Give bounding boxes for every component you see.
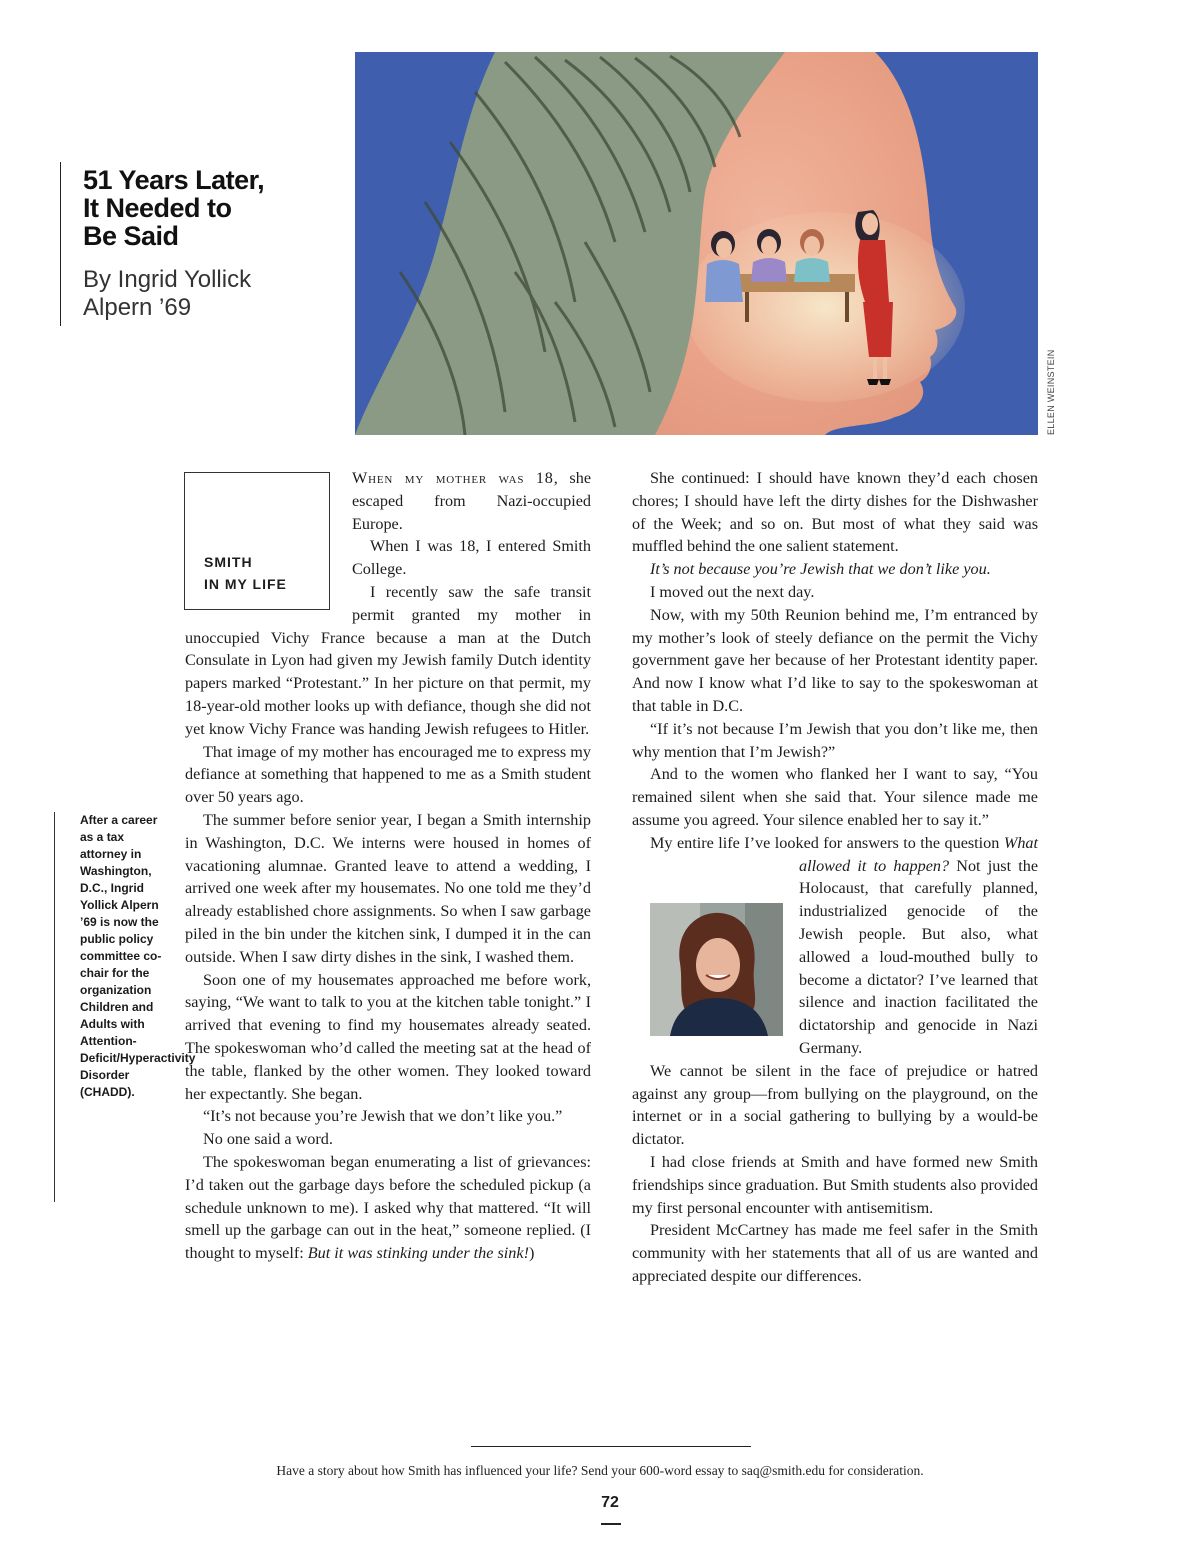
body-paragraph: “If it’s not because I’m Jewish that you don’t like me, then why mention that I’m Jewish?” [632, 719, 1038, 761]
question-italic: What allowed it to happen? [799, 833, 1039, 875]
question-paragraph [632, 832, 1038, 1060]
italic-statement: It’s not because you’re Jewish that we don’t like you. [650, 560, 991, 579]
author-bio-text: After a career as a tax attorney in Washington, D.C., Ingrid Yollick Alpern ’69 is now the public policy committee co-chair for the organization Children and Adults with Attention-Deficit/Hyperactivity Disorder (CHADD). [80, 813, 196, 1099]
author-bio [54, 812, 196, 1202]
lead-in: When my mother was 18, [352, 469, 559, 487]
article-headline: 51 Years Later, It Needed to Be Said [83, 165, 265, 251]
closing-paren: ) [528, 1244, 535, 1263]
body-paragraph: Soon one of my housemates approached me before work, saying, “We want to talk to you at the kitchen table tonight.” I arrived that evening to find my housemates already seated. The spokeswoman who’d called the meeting sat at the head of the table, flanked by the other women. They looked toward her expectantly. She began. [185, 970, 591, 1103]
body-paragraph: “It’s not because you’re Jewish that we don’t like you.” [203, 1107, 563, 1126]
body-paragraph: When I was 18, I entered Smith College. [352, 537, 591, 579]
column-label: SMITH IN MY LIFE [204, 554, 287, 592]
footer-divider [471, 1446, 751, 1447]
submission-note: Have a story about how Smith has influenced your life? Send your 600-word essay to saq@smith.edu for consideration. [276, 1463, 924, 1478]
author-photo [650, 903, 783, 1036]
column-label-spacer [185, 467, 352, 623]
body-paragraph: I had close friends at Smith and have formed new Smith friendships since graduation. But Smith students also provided my first personal encounter with antisemitism. [632, 1152, 1038, 1217]
lead-rest: she escaped from Nazi-occupied Europe. [352, 469, 591, 533]
question-rest: Not just the Holocaust, that carefully planned, industrialized genocide of the Jewish people. But also, what allowed a loud-mouthed bully to become a dictator? I’ve learned that silence and inaction facilitated the dictatorship and genocide in Nazi Germany. [799, 856, 1039, 1057]
body-paragraph: That image of my mother has encouraged me to express my defiance at something that happened to me as a Smith student over 50 years ago. [185, 742, 591, 807]
headline-block [60, 162, 321, 326]
italic-statement-paragraph [632, 558, 1038, 581]
article-column-2 [632, 467, 1038, 1288]
body-paragraph: President McCartney has made me feel safer in the Smith community with her statements that all of us are wanted and appreciated despite our differences. [632, 1221, 1038, 1285]
body-paragraph: And to the women who flanked her I want to say, “You remained silent when she said that. Your silence made me assume you agreed. Your silence enabled her to say it.” [632, 765, 1038, 829]
page-number: 72 [601, 1494, 619, 1511]
body-paragraph: I moved out the next day. [650, 582, 815, 601]
body-paragraph-ending [185, 1151, 591, 1265]
article-illustration [355, 52, 1038, 435]
body-paragraph: No one said a word. [203, 1130, 333, 1149]
body-paragraph: Now, with my 50th Reunion behind me, I’m entranced by my mother’s look of steely defiance on the permit the Vichy government gave her because of her Protestant identity paper. And now I know what I’d like to say to the spokeswoman at that table in D.C. [632, 605, 1038, 715]
article-byline: By Ingrid Yollick Alpern ’69 [83, 266, 252, 321]
article-column-1 [185, 467, 591, 1265]
body-paragraph: The summer before senior year, I began a Smith internship in Washington, D.C. We interns were housed in homes of vacationing alumnae. Granted leave to attend a wedding, I arrived one week after my housemates. No one told me they’d already established chore assignments. So when I saw garbage piled in the bin under the kitchen sink, I dumped it in the can outside. When I saw dirty dishes in the sink, I washed them. [185, 810, 591, 966]
body-paragraph-text: The spokeswoman began enumerating a list of grievances: I’d taken out the garbage days before the scheduled pickup (a schedule unknown to me). I asked why that mattered. “It will smell up the garbage can out in the heat,” someone replied. (I thought to myself: [185, 1152, 591, 1263]
illustration-credit: ELLEN WEINSTEIN [1046, 349, 1056, 435]
body-paragraph: We cannot be silent in the face of prejudice or hatred against any group—from bullying on the playground, on the internet or in a social gathering to bullying by a would-be dictator. [632, 1061, 1038, 1149]
italic-thought: But it was stinking under the sink! [307, 1244, 529, 1263]
question-intro: My entire life I’ve looked for answers to the question [650, 833, 1000, 852]
body-paragraph: I recently saw the safe transit permit granted my mother in unoccupied Vichy France because a man at the Dutch Consulate in Lyon had given my Jewish family Dutch identity papers marked “Protestant.” In her picture on that permit, my 18-year-old mother looks up with defiance, though she did not yet know Vichy France was handing Jewish refugees to Hitler. [185, 582, 591, 738]
author-photo-wrap [632, 855, 799, 1059]
body-paragraph: She continued: I should have known they’d each chosen chores; I should have left the dirty dishes for the Dishwasher of the Week; and so on. But most of what they said was muffled behind the one salient statement. [632, 469, 1038, 556]
page-number-rule [601, 1523, 621, 1525]
